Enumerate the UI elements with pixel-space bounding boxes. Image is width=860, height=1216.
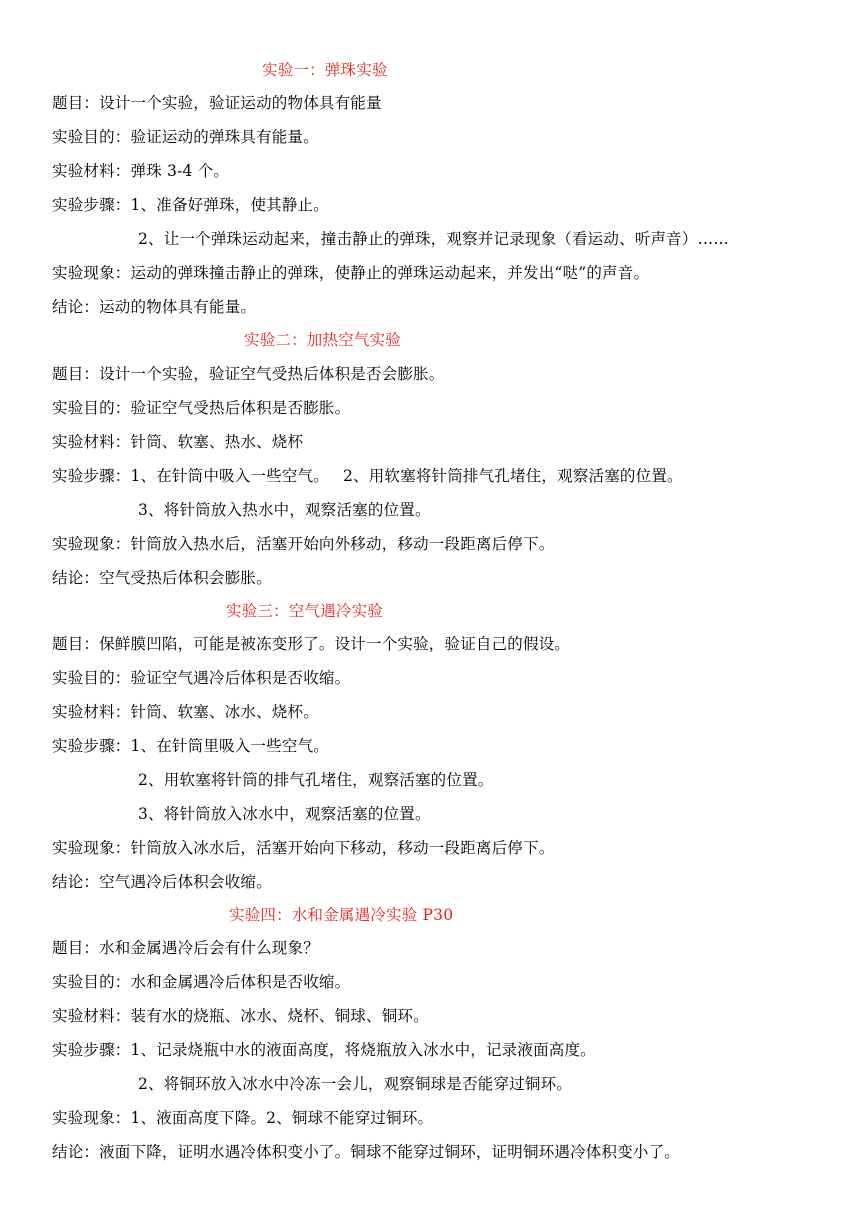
step-line: 2、用软塞将针筒的排气孔堵住，观察活塞的位置。: [138, 771, 494, 789]
purpose-line: 实验目的：验证空气受热后体积是否膨胀。: [52, 399, 351, 417]
step-part: 2、用软塞将针筒排气孔堵住，观察活塞的位置。: [342, 467, 683, 485]
step-line: 实验步骤：1、记录烧瓶中水的液面高度，将烧瓶放入冰水中，记录液面高度。: [52, 1041, 596, 1059]
materials-line: 实验材料：装有水的烧瓶、冰水、烧杯、铜球、铜环。: [52, 1007, 429, 1025]
step-line: [52, 466, 683, 486]
phenomenon-line: 实验现象：运动的弹珠撞击静止的弹珠，使静止的弹珠运动起来，并发出“哒”的声音。: [52, 264, 650, 282]
materials-line: 实验材料：针筒、软塞、热水、烧杯: [52, 433, 304, 451]
materials-line: 实验材料：弹珠 3-4 个。: [52, 162, 230, 180]
conclusion-line: 结论：运动的物体具有能量。: [52, 298, 257, 316]
purpose-line: 实验目的：水和金属遇冷后体积是否收缩。: [52, 973, 351, 991]
section-title: 实验一：弹珠实验: [262, 61, 388, 79]
step-line: 2、将铜环放入冰水中冷冻一会儿，观察铜球是否能穿过铜环。: [138, 1075, 572, 1093]
conclusion-line: 结论：液面下降，证明水遇冷体积变小了。铜球不能穿过铜环，证明铜环遇冷体积变小了。: [52, 1143, 681, 1161]
materials-line: 实验材料：针筒、软塞、冰水、烧杯。: [52, 703, 319, 721]
conclusion-line: 结论：空气遇冷后体积会收缩。: [52, 873, 272, 891]
section-title: 实验四：水和金属遇冷实验 P30: [229, 906, 454, 924]
topic-line: 题目：设计一个实验，验证空气受热后体积是否会膨胀。: [52, 365, 445, 383]
step-line: 3、将针筒放入热水中，观察活塞的位置。: [138, 501, 431, 519]
phenomenon-line: 实验现象：针筒放入热水后，活塞开始向外移动，移动一段距离后停下。: [52, 535, 555, 553]
step-line: 实验步骤：1、准备好弹珠，使其静止。: [52, 196, 329, 214]
purpose-line: 实验目的：验证运动的弹珠具有能量。: [52, 128, 319, 146]
topic-line: 题目：水和金属遇冷后会有什么现象？: [52, 939, 319, 957]
phenomenon-line: 实验现象：针筒放入冰水后，活塞开始向下移动，移动一段距离后停下。: [52, 839, 555, 857]
step-part: 实验步骤：1、在针筒中吸入一些空气。: [52, 467, 329, 485]
section-title: 实验三：空气遇冷实验: [226, 602, 384, 620]
step-line: 2、让一个弹珠运动起来，撞击静止的弹珠，观察并记录现象（看运动、听声音）……: [138, 230, 729, 248]
purpose-line: 实验目的：验证空气遇冷后体积是否收缩。: [52, 669, 351, 687]
topic-line: 题目：保鲜膜凹陷，可能是被冻变形了。设计一个实验，验证自己的假设。: [52, 635, 571, 653]
section-title: 实验二：加热空气实验: [244, 331, 402, 349]
phenomenon-line: 实验现象：1、液面高度下降。2、铜球不能穿过铜环。: [52, 1109, 434, 1127]
conclusion-line: 结论：空气受热后体积会膨胀。: [52, 569, 272, 587]
step-line: 实验步骤：1、在针筒里吸入一些空气。: [52, 737, 329, 755]
step-line: 3、将针筒放入冰水中，观察活塞的位置。: [138, 805, 431, 823]
topic-line: 题目：设计一个实验，验证运动的物体具有能量: [52, 94, 382, 112]
